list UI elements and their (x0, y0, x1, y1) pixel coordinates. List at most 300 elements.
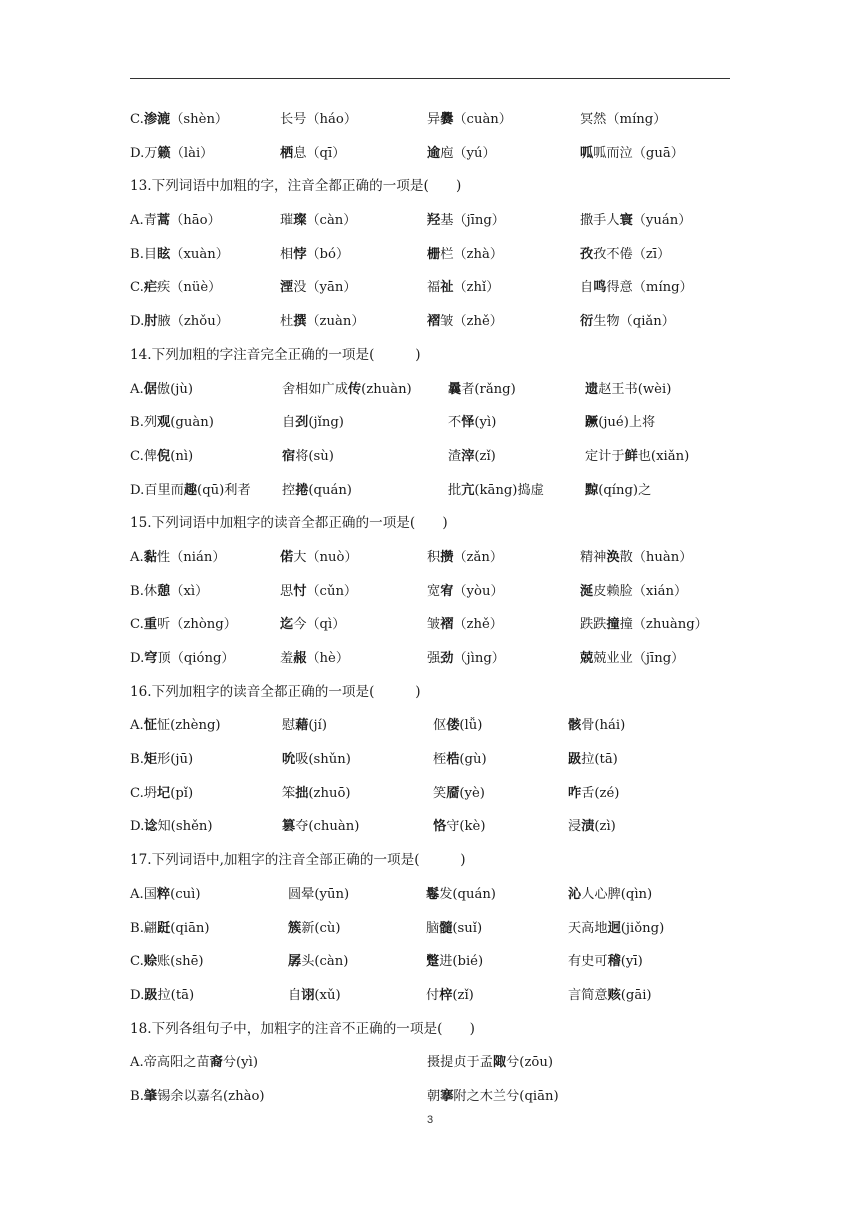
bold-character: 搴 (440, 1088, 454, 1104)
pinyin-text: (nì) (170, 448, 194, 464)
option-text: D.万 (130, 145, 158, 161)
option-row (130, 541, 750, 575)
pinyin-text: 守(kè) (446, 819, 486, 835)
bold-character: 撞 (606, 617, 620, 633)
option-text: B.列 (130, 415, 158, 431)
pinyin-text: (zì) (594, 819, 616, 835)
question-stem: 16.下列加粗字的读音全都正确的一项是( ) (130, 683, 421, 700)
bold-character: 肇 (143, 1088, 158, 1104)
option-cell (568, 777, 619, 811)
option-text: D. (130, 314, 145, 330)
option-cell (280, 642, 349, 676)
bold-character: 逾 (427, 145, 441, 161)
option-text: B. (130, 1088, 144, 1104)
bold-character: 篡 (282, 819, 296, 835)
option-row (130, 878, 750, 912)
option-cell (427, 103, 512, 137)
option-text: 福 (427, 280, 441, 296)
bold-character: 渗漉 (143, 112, 171, 127)
option-row (130, 137, 750, 171)
pinyin-text: 腋（zhǒu） (157, 314, 229, 330)
option-cell (427, 575, 504, 609)
option-text: 控 (282, 482, 296, 498)
option-text: 批 (448, 482, 462, 498)
pinyin-text: （yòu） (453, 583, 504, 599)
option-text: 羞 (280, 651, 294, 666)
option-text: A.青 (130, 213, 157, 229)
option-cell (282, 810, 359, 844)
option-row (130, 777, 750, 811)
pinyin-text: （cǔn） (306, 583, 358, 599)
pinyin-text: 锡余以嘉名(zhào) (157, 1088, 265, 1104)
bold-character: 蹩 (426, 954, 440, 970)
bold-character: 趿 (144, 987, 158, 1003)
bold-character: 涎 (580, 583, 594, 599)
option-text: C. (130, 954, 144, 970)
option-cell (282, 474, 352, 508)
bold-character: 滓 (461, 448, 475, 464)
pinyin-text: (guàn) (170, 415, 214, 431)
option-cell (280, 103, 357, 137)
pinyin-text: (zǐ) (474, 448, 496, 464)
option-row (130, 204, 750, 238)
bold-character: 湮 (280, 280, 294, 296)
bold-character: 骸 (568, 718, 582, 734)
pinyin-text: 账(shē) (157, 954, 204, 970)
bold-character: 偌 (280, 549, 294, 565)
bold-character: 捲 (295, 482, 309, 498)
pinyin-text: （shèn） (170, 112, 229, 127)
pinyin-text: 夺(chuàn) (295, 819, 360, 835)
bold-character: 赧 (293, 651, 307, 666)
option-text: 朝 (427, 1088, 441, 1104)
bold-character: 曩 (448, 381, 462, 397)
option-cell (130, 103, 228, 137)
option-cell (280, 238, 349, 272)
pinyin-text: (jiǒng) (620, 920, 665, 936)
option-text: 圆晕(yūn) (288, 886, 350, 902)
bold-character: 兢 (580, 651, 594, 666)
option-cell (288, 945, 348, 979)
option-row (130, 912, 750, 946)
pinyin-text: 得意（míng） (606, 280, 693, 296)
option-text: D.百里而 (130, 482, 184, 498)
pinyin-text: （bó） (306, 246, 350, 262)
bold-character: 籁 (157, 145, 171, 161)
option-text: A. (130, 549, 144, 565)
option-row (130, 709, 750, 743)
bold-character: 涣 (606, 549, 620, 565)
option-cell (282, 709, 327, 743)
option-text: 异 (427, 112, 441, 127)
option-cell (280, 271, 357, 305)
option-text: 桎 (433, 752, 447, 768)
pinyin-text: 疾（nüè） (157, 280, 222, 296)
bold-character: 褶 (440, 617, 454, 633)
question-stem: 13.下列词语中加粗的字，注音全都正确的一项是( ) (130, 178, 462, 195)
page-number: 3 (426, 1114, 434, 1126)
option-text: 渣 (448, 448, 462, 464)
pinyin-text: 生物（qiǎn） (593, 314, 675, 330)
option-cell (568, 979, 652, 1013)
option-cell (130, 137, 213, 171)
option-cell (280, 608, 345, 642)
header-rule (130, 78, 730, 79)
option-cell (448, 373, 516, 407)
pinyin-text: 庖（yú） (440, 145, 496, 161)
option-cell (130, 474, 251, 508)
bold-character: 蒿 (156, 213, 171, 229)
pinyin-text: （hāo） (170, 213, 221, 229)
option-text: C. (130, 280, 144, 296)
pinyin-text: 皱（zhě） (440, 314, 503, 330)
option-row (130, 810, 750, 844)
option-text: B.目 (130, 246, 158, 262)
pinyin-text: 进(bié) (439, 954, 484, 970)
pinyin-text: 形(jū) (157, 752, 194, 768)
option-text: 摄提贞于孟 (427, 1055, 493, 1071)
question-stem: 18.下列各组句子中，加粗字的注音不正确的一项是( ) (130, 1020, 475, 1037)
bold-character: 咋 (568, 785, 582, 801)
bold-character: 爨 (440, 112, 454, 127)
bold-character: 栅 (427, 246, 441, 262)
option-cell (130, 642, 235, 676)
option-cell (130, 204, 221, 238)
option-cell (130, 305, 229, 339)
option-text: 杜 (280, 314, 294, 330)
option-cell (448, 474, 544, 508)
option-cell (580, 541, 692, 575)
bold-character: 拙 (295, 785, 309, 801)
option-text: C.俾 (130, 448, 157, 464)
option-text: A.国 (130, 886, 157, 902)
option-cell (427, 608, 503, 642)
option-cell (427, 1080, 559, 1114)
bold-character: 刭 (295, 415, 309, 431)
option-row (130, 642, 750, 676)
option-text: 伛 (433, 718, 447, 734)
bold-character: 怿 (461, 415, 475, 431)
option-row (130, 440, 750, 474)
option-cell (130, 709, 221, 743)
option-cell (130, 608, 237, 642)
pinyin-text: 没（yān） (293, 280, 357, 296)
pinyin-text: 新(cù) (301, 920, 341, 936)
bold-character: 羟 (427, 213, 441, 229)
bold-character: 鸣 (593, 280, 607, 296)
bold-character: 孱 (288, 954, 302, 970)
option-text: 自 (288, 987, 302, 1003)
pinyin-text: (zhuàn) (361, 381, 412, 397)
pinyin-text: （xuàn） (170, 246, 229, 262)
bold-character: 髓 (439, 920, 453, 936)
pinyin-text: (gāi) (620, 987, 652, 1003)
bold-character: 肘 (144, 314, 158, 330)
pinyin-text: 将(sù) (295, 448, 334, 464)
bold-character: 黏 (143, 549, 157, 565)
pinyin-text: 撞（zhuàng） (619, 617, 708, 633)
pinyin-text: 怔(zhèng) (156, 718, 221, 734)
option-cell (580, 305, 675, 339)
option-row (130, 406, 750, 440)
bold-character: 观 (157, 415, 171, 431)
pinyin-text: (qíng)之 (598, 482, 652, 498)
option-text: C. (130, 112, 144, 127)
bold-character: 靥 (446, 785, 460, 801)
option-text: 宽 (427, 583, 441, 599)
option-cell (130, 1046, 258, 1080)
option-cell (280, 204, 357, 238)
bold-character: 亢 (461, 482, 475, 498)
option-text: 自 (282, 415, 296, 431)
bold-character: 蹶 (585, 415, 599, 431)
pinyin-text: (yì) (474, 415, 497, 431)
option-text: 自 (580, 280, 594, 296)
option-cell (130, 373, 193, 407)
bold-character: 忖 (293, 583, 307, 599)
pinyin-text: 舌(zé) (581, 785, 620, 801)
option-cell (280, 305, 365, 339)
bold-character: 憩 (157, 583, 171, 599)
option-row (130, 474, 750, 508)
pinyin-text: 听（zhòng） (157, 617, 237, 633)
pinyin-text: （hè） (306, 651, 350, 666)
option-cell (282, 440, 334, 474)
pinyin-text: (qiān) (170, 920, 210, 936)
pinyin-text: 发(quán) (439, 886, 496, 902)
option-text: 舍相如广成 (282, 381, 348, 397)
pinyin-text: (qū)利者 (197, 482, 251, 498)
option-text: 强 (427, 651, 441, 666)
option-cell (585, 373, 671, 407)
option-text: 付 (426, 987, 440, 1003)
pinyin-text: 也(xiǎn) (637, 448, 690, 464)
option-text: C. (130, 617, 144, 633)
option-cell (427, 204, 505, 238)
option-text: 笨 (282, 785, 296, 801)
question-stem: 14.下列加粗的字注音完全正确的一项是( ) (130, 346, 421, 363)
option-cell (130, 1080, 265, 1114)
option-row (130, 979, 750, 1013)
option-cell (288, 979, 341, 1013)
bold-character: 偻 (446, 718, 460, 734)
pinyin-text: 呱而泣（guā） (593, 145, 684, 161)
option-text: 有史可 (568, 954, 608, 970)
option-cell (568, 810, 616, 844)
bold-character: 祉 (440, 280, 454, 296)
option-row (130, 1046, 750, 1080)
bold-character: 栖 (280, 145, 294, 161)
bold-character: 吮 (282, 752, 296, 768)
pinyin-text: (yī) (620, 954, 643, 970)
pinyin-text: （zhǐ） (453, 280, 500, 296)
pinyin-text: (jué)上将 (598, 415, 656, 431)
option-cell (280, 575, 357, 609)
bold-character: 宿 (282, 448, 296, 464)
pinyin-text: (zǐ) (452, 987, 474, 1003)
option-cell (130, 440, 193, 474)
pinyin-text: 性（nián） (156, 549, 226, 565)
option-cell (426, 878, 496, 912)
option-text: 冥然（míng） (580, 112, 667, 127)
bold-character: 恪 (433, 819, 447, 835)
option-text: 璀 (280, 213, 294, 229)
option-cell (585, 440, 689, 474)
option-cell (426, 912, 482, 946)
bold-character: 撰 (293, 314, 307, 330)
bold-character: 重 (143, 617, 157, 633)
option-cell (568, 878, 652, 912)
option-text: B.休 (130, 583, 158, 599)
bold-character: 渍 (581, 819, 595, 835)
option-cell (580, 642, 684, 676)
pinyin-text: (kāng)捣虚 (474, 482, 544, 498)
bold-character: 梓 (439, 987, 453, 1003)
option-cell (580, 238, 670, 272)
bold-character: 怔 (143, 718, 157, 734)
option-cell (130, 912, 210, 946)
bold-character: 遗 (585, 381, 599, 397)
option-cell (427, 238, 503, 272)
pinyin-text: 知(shěn) (157, 819, 213, 835)
bold-character: 眩 (157, 246, 171, 262)
option-row (130, 238, 750, 272)
bold-character: 簇 (288, 920, 302, 936)
option-text: A.帝高阳之苗 (130, 1055, 210, 1071)
option-cell (130, 945, 204, 979)
option-cell (433, 743, 487, 777)
option-cell (130, 406, 214, 440)
pinyin-text: 散（huàn） (619, 549, 693, 565)
option-cell (130, 575, 208, 609)
option-cell (282, 406, 344, 440)
pinyin-text: 傲(jù) (156, 381, 193, 397)
option-cell (433, 810, 485, 844)
option-cell (130, 777, 193, 811)
option-text: 不 (448, 415, 462, 431)
pinyin-text: (yè) (459, 785, 485, 801)
bold-character: 璨 (293, 213, 307, 229)
pinyin-text: (pǐ) (170, 785, 194, 801)
option-text: 笑 (433, 785, 447, 801)
pinyin-text: 骨(hái) (581, 718, 626, 734)
bold-character: 黥 (585, 482, 599, 498)
option-cell (580, 608, 708, 642)
bold-character: 赊 (143, 954, 157, 970)
option-cell (580, 103, 666, 137)
bold-character: 裔 (209, 1055, 223, 1071)
option-text: 跌跌 (580, 617, 607, 633)
pinyin-text: （zuàn） (306, 314, 365, 330)
option-cell (427, 541, 503, 575)
bold-character: 诩 (301, 987, 315, 1003)
option-cell (426, 979, 474, 1013)
option-cell (130, 271, 221, 305)
bold-character: 稽 (607, 954, 621, 970)
option-text: 精神 (580, 549, 607, 565)
option-cell (580, 271, 693, 305)
option-row (130, 1080, 750, 1114)
bold-character: 褶 (427, 314, 441, 330)
pinyin-text: 息（qī） (293, 145, 346, 161)
option-text: 撒手人 (580, 213, 620, 229)
pinyin-text: (quán) (308, 482, 352, 498)
option-cell (580, 204, 691, 238)
pinyin-text: (suǐ) (452, 920, 483, 936)
bold-character: 陬 (492, 1055, 507, 1071)
bold-character: 穹 (144, 651, 158, 666)
pinyin-text: 顶（qióng） (157, 651, 235, 666)
option-row (130, 608, 750, 642)
option-cell (130, 541, 226, 575)
option-row (130, 945, 750, 979)
option-cell (282, 373, 412, 407)
option-text: D. (130, 651, 145, 666)
bold-character: 衍 (580, 314, 594, 330)
option-cell (427, 305, 503, 339)
option-text: B.翩 (130, 920, 158, 936)
bold-character: 寰 (619, 213, 633, 229)
bold-character: 沁 (568, 886, 582, 902)
option-cell (427, 271, 499, 305)
pinyin-text: （lài） (170, 145, 214, 161)
option-cell (585, 406, 655, 440)
bold-character: 疟 (143, 280, 157, 296)
option-row (130, 575, 750, 609)
option-cell (433, 709, 482, 743)
option-cell (427, 1046, 553, 1080)
option-text: 浸 (568, 819, 582, 835)
question-stem: 17.下列词语中,加粗字的注音全部正确的一项是( ) (130, 852, 466, 869)
bold-character: 粹 (156, 886, 171, 902)
option-cell (288, 878, 349, 912)
pinyin-text: 基（jīng） (440, 213, 505, 229)
pinyin-text: 兮(zōu) (506, 1055, 553, 1071)
bold-character: 传 (347, 381, 362, 397)
option-cell (426, 945, 483, 979)
option-cell (130, 810, 213, 844)
option-cell (288, 912, 341, 946)
option-text: 天高地 (568, 920, 608, 936)
bold-character: 赅 (607, 987, 621, 1003)
pinyin-text: (cuì) (170, 886, 201, 902)
option-cell (280, 137, 345, 171)
option-cell (282, 743, 351, 777)
pinyin-text: （zǎn） (453, 549, 504, 565)
option-text: 长号（háo） (280, 112, 358, 127)
bold-character: 谂 (144, 819, 158, 835)
question-stem: 15.下列词语中加粗字的读音全都正确的一项是( ) (130, 515, 448, 532)
pinyin-text: (lǚ) (459, 718, 483, 734)
option-row (130, 743, 750, 777)
bold-character: 悖 (293, 246, 307, 262)
option-cell (568, 709, 625, 743)
option-row (130, 305, 750, 339)
bold-character: 呱 (580, 145, 594, 161)
option-text: 脑 (426, 920, 440, 936)
option-text: A. (130, 718, 144, 734)
bold-character: 趿 (568, 752, 582, 768)
pinyin-text: （yuán） (632, 213, 692, 229)
option-cell (433, 777, 485, 811)
pinyin-text: 皮赖脸（xián） (593, 583, 688, 599)
option-text: A. (130, 381, 144, 397)
pinyin-text: (jǐng) (308, 415, 344, 431)
pinyin-text: 头(càn) (301, 954, 349, 970)
pinyin-text: 拉(tā) (581, 752, 618, 768)
option-cell (130, 878, 200, 912)
pinyin-text: 人心脾(qìn) (581, 886, 653, 902)
